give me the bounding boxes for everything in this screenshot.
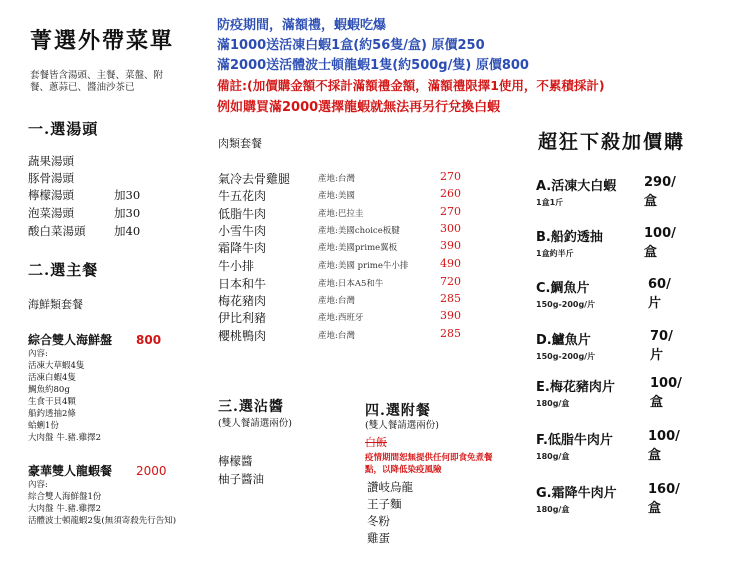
promo-price: 100/盒 (644, 226, 676, 260)
soup-price: 加40 (114, 224, 141, 238)
promo-heading: 超狂下殺加價購 (538, 131, 686, 153)
meat-price: 270 (440, 205, 461, 218)
set2-item: 綜合雙人海鮮盤1份 (28, 492, 102, 502)
side-warning-1: 疫情期間恕無提供任何即食免煮餐 (365, 453, 493, 463)
set2-price: 2000 (136, 464, 167, 478)
meat-name: 伊比利豬 (218, 311, 267, 325)
meat-heading: 肉類套餐 (218, 137, 262, 150)
promo-item (536, 429, 680, 463)
menu-description-1: 套餐皆含湯頭、主餐、菜盤、附 (30, 70, 164, 81)
promo-detail: 180g/盒 (536, 505, 570, 514)
meat-name: 小雪牛肉 (218, 224, 267, 238)
meat-price: 720 (440, 275, 461, 288)
menu-description-2: 餐、蔥蒜已、醬油沙茶已 (30, 82, 135, 93)
sauce-item: 檸檬醬 (218, 454, 253, 468)
meat-origin: 產地:日本A5和牛 (318, 279, 384, 289)
side-item: 讚岐烏龍 (367, 480, 413, 494)
promo-item (536, 175, 676, 209)
sauce-heading: 三.選沾醬 (218, 399, 284, 415)
side-struck-item: 白飯 (365, 436, 387, 449)
set1-label: 內容: (28, 349, 48, 359)
promo-name: B.船釣透抽 (536, 230, 603, 245)
meat-row (218, 309, 468, 324)
notice-line-2: 滿1000送活凍白蝦1盒(約56隻/盒) 原價250 (217, 38, 485, 53)
meat-row (218, 257, 468, 272)
meat-name: 牛五花肉 (218, 189, 267, 203)
promo-detail: 180g/盒 (536, 399, 570, 408)
set1-name: 綜合雙人海鮮盤 (28, 333, 113, 347)
seafood-heading: 海鮮類套餐 (28, 298, 83, 311)
notice-line-3: 滿2000送活體波士頓龍蝦1隻(約500g/隻) 原價800 (217, 58, 529, 73)
meat-name: 梅花豬肉 (218, 294, 267, 308)
promo-name: A.活凍大白蝦 (536, 179, 617, 194)
meat-origin: 產地:美國choice板腱 (318, 226, 400, 236)
set1-item: 生食干貝4顆 (28, 397, 76, 407)
soup-item: 酸白菜湯頭 (28, 224, 86, 238)
meat-price: 390 (440, 239, 461, 252)
set1-item: 大肉盤 牛.豬.雞擇2 (28, 433, 102, 443)
menu-title: 菁選外帶菜單 (30, 28, 175, 54)
soup-item: 泡菜湯頭 (28, 206, 74, 220)
promo-price: 290/盒 (644, 175, 676, 209)
set1-item: 鯛魚約80g (28, 385, 70, 395)
soup-item: 蔬果湯頭 (28, 154, 74, 168)
main-heading: 二.選主餐 (28, 261, 99, 279)
notice-line-4: 備註:(加價購金額不採計滿額禮金額，滿額禮限擇1使用，不累積採計) (217, 78, 605, 93)
side-item: 王子麵 (367, 497, 402, 511)
promo-name: G.霜降牛肉片 (536, 486, 617, 501)
meat-price: 390 (440, 309, 461, 322)
set1-item: 活凍白蝦4隻 (28, 373, 76, 383)
soup-heading: 一.選湯頭 (28, 120, 99, 138)
meat-name: 櫻桃鴨肉 (218, 329, 267, 343)
meat-origin: 產地:美國 (318, 191, 355, 201)
promo-detail: 1盒約半斤 (536, 249, 574, 258)
set2-item: 活體波士頓龍蝦2隻(無須寄殺先行告知) (28, 516, 177, 526)
promo-name: D.鱸魚片 (536, 333, 591, 348)
meat-row (218, 292, 468, 307)
promo-detail: 150g-200g/片 (536, 352, 596, 361)
meat-price: 300 (440, 222, 461, 235)
set1-item: 船釣透抽2條 (28, 409, 76, 419)
meat-origin: 產地:台灣 (318, 331, 355, 341)
meat-price: 270 (440, 170, 461, 183)
promo-name: C.鯛魚片 (536, 281, 590, 296)
soup-item: 檸檬湯頭 (28, 188, 74, 202)
meat-origin: 產地:美國prime翼板 (318, 243, 398, 253)
meat-name: 牛小排 (218, 259, 255, 273)
meat-origin: 產地:台灣 (318, 174, 355, 184)
side-warning-2: 點，以降低染疫風險 (365, 465, 442, 475)
meat-row (218, 187, 468, 202)
set2-name: 豪華雙人龍蝦餐 (28, 464, 113, 478)
set1-item: 活凍大草蝦4隻 (28, 361, 85, 371)
meat-row (218, 170, 468, 185)
promo-price: 100/盒 (650, 376, 682, 410)
meat-price: 490 (440, 257, 461, 270)
promo-detail: 150g-200g/片 (536, 300, 596, 309)
meat-row (218, 239, 468, 254)
promo-price: 160/盒 (648, 482, 680, 516)
promo-item (536, 376, 682, 410)
side-note: (雙人餐請選兩份) (365, 420, 439, 431)
set2-label: 內容: (28, 480, 48, 490)
meat-row (218, 327, 468, 342)
meat-name: 霜降牛肉 (218, 241, 267, 255)
meat-origin: 產地:台灣 (318, 296, 355, 306)
soup-item: 豚骨湯頭 (28, 171, 74, 185)
side-item: 冬粉 (367, 514, 390, 528)
promo-price: 100/盒 (648, 429, 680, 463)
promo-detail: 1盒1斤 (536, 198, 564, 207)
sauce-note: (雙人餐請選兩份) (218, 418, 292, 429)
meat-name: 日本和牛 (218, 277, 267, 291)
meat-price: 285 (440, 292, 461, 305)
notice-line-1: 防疫期間，滿額禮，蝦蝦吃爆 (217, 18, 387, 33)
promo-name: F.低脂牛肉片 (536, 433, 613, 448)
sauce-item: 柚子醬油 (218, 472, 264, 486)
promo-price: 60/片 (648, 277, 671, 311)
soup-price: 加30 (114, 206, 141, 220)
meat-origin: 產地:美國 prime牛小排 (318, 261, 409, 271)
meat-row (218, 205, 468, 220)
meat-row (218, 222, 468, 237)
meat-name: 低脂牛肉 (218, 207, 267, 221)
soup-price: 加30 (114, 188, 141, 202)
meat-origin: 產地:巴拉圭 (318, 209, 364, 219)
promo-item (536, 226, 676, 260)
promo-item (536, 482, 680, 516)
side-heading: 四.選附餐 (365, 403, 431, 419)
meat-price: 285 (440, 327, 461, 340)
meat-row (218, 275, 468, 290)
meat-name: 氣冷去骨雞腿 (218, 172, 291, 186)
promo-item (536, 329, 673, 363)
set1-item: 蛤蜊1份 (28, 421, 59, 431)
notice-line-5: 例如購買滿2000選擇龍蝦就無法再另行兌換白蝦 (217, 100, 501, 115)
promo-name: E.梅花豬肉片 (536, 380, 615, 395)
meat-price: 260 (440, 187, 461, 200)
promo-price: 70/片 (650, 329, 673, 363)
promo-detail: 180g/盒 (536, 452, 570, 461)
side-item: 雞蛋 (367, 531, 390, 545)
meat-origin: 產地:西班牙 (318, 313, 364, 323)
set1-price: 800 (136, 333, 162, 347)
set2-item: 大肉盤 牛.豬.雞擇2 (28, 504, 102, 514)
promo-item (536, 277, 671, 311)
